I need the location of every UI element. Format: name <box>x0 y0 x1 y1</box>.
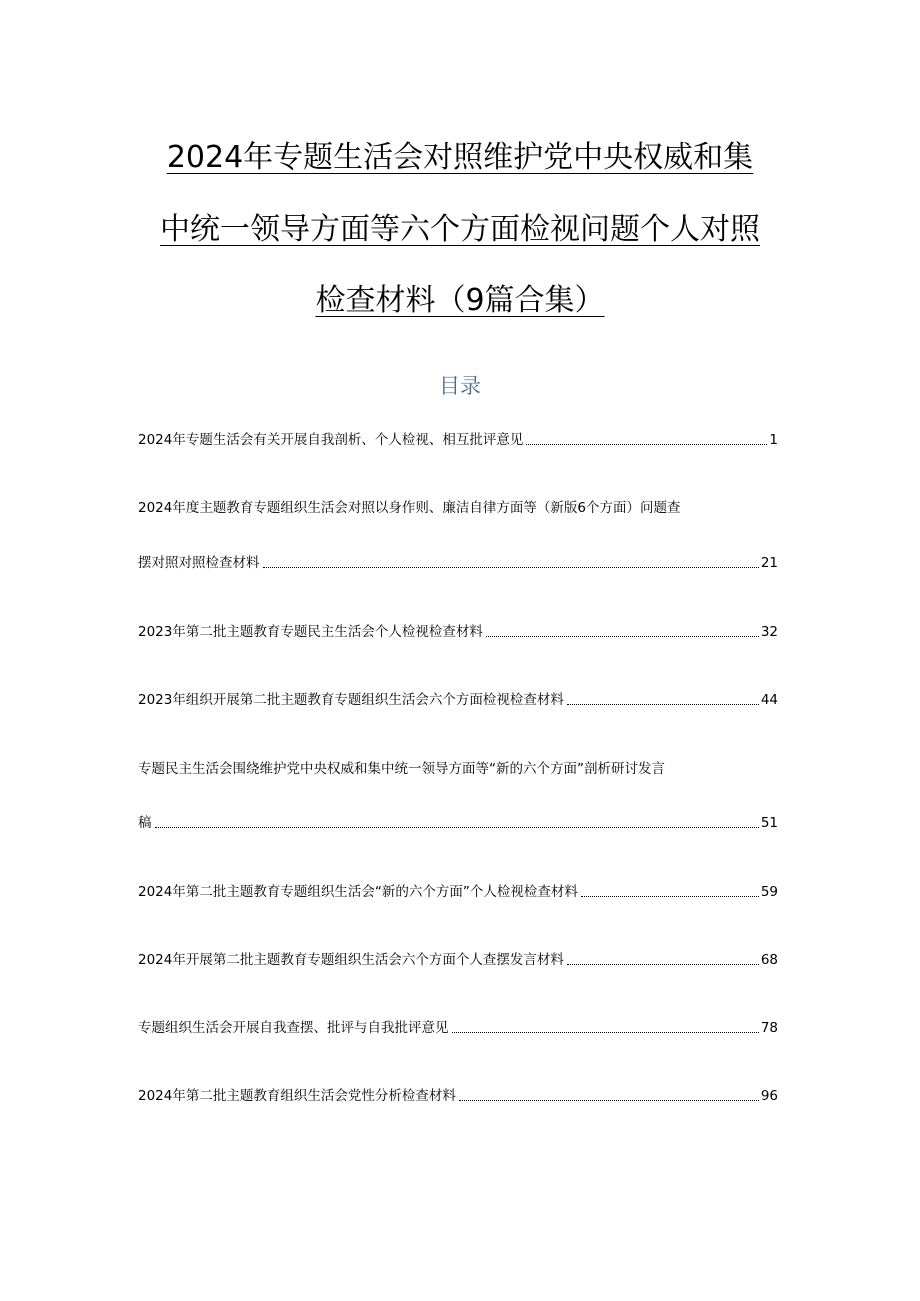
toc-entry-1[interactable] <box>138 430 778 450</box>
toc-entry-page: 78 <box>760 1020 778 1036</box>
toc-entry-page: 1 <box>769 432 778 448</box>
toc-entry-title: 摆对照对照检查材料 <box>138 555 260 571</box>
toc-entry-2[interactable] <box>138 553 778 573</box>
toc-entry-2-line-1[interactable]: 2024年度主题教育专题组织生活会对照以身作则、廉洁自律方面等（新版6个方面）问题查 <box>138 500 681 516</box>
toc-entry-4[interactable] <box>138 690 778 710</box>
toc-entry-7[interactable] <box>138 950 778 970</box>
toc-leader-dots <box>581 896 759 897</box>
toc-entry-page: 32 <box>760 624 778 640</box>
toc-entry-8[interactable] <box>138 1018 778 1038</box>
toc-entry-page: 68 <box>760 952 778 968</box>
toc-entry-page: 59 <box>760 884 778 900</box>
toc-entry-3[interactable] <box>138 622 778 642</box>
toc-leader-dots <box>263 567 759 568</box>
title-line-3: 检查材料（9篇合集） <box>315 283 605 318</box>
toc-entry-title: 专题组织生活会开展自我查摆、批评与自我批评意见 <box>138 1020 449 1036</box>
toc-entry-page: 96 <box>760 1088 778 1104</box>
toc-entry-9[interactable] <box>138 1086 778 1106</box>
toc-entry-title: 2023年组织开展第二批主题教育专题组织生活会六个方面检视检查材料 <box>138 692 564 708</box>
toc-entry-page: 44 <box>760 692 778 708</box>
title-line-1: 2024年专题生活会对照维护党中央权威和集 <box>166 140 754 175</box>
toc-entry-page: 21 <box>760 555 778 571</box>
toc-entry-page: 51 <box>760 815 778 831</box>
toc-entry-5-line-1[interactable]: 专题民主生活会围绕维护党中央权威和集中统一领导方面等“新的六个方面”剖析研讨发言 <box>138 761 665 777</box>
toc-entry-title: 2024年专题生活会有关开展自我剖析、个人检视、相互批评意见 <box>138 432 524 448</box>
title-line-2: 中统一领导方面等六个方面检视问题个人对照 <box>160 212 760 247</box>
toc-entry-title: 2024年第二批主题教育专题组织生活会“新的六个方面”个人检视检查材料 <box>138 884 578 900</box>
toc-leader-dots <box>155 827 759 828</box>
toc-leader-dots <box>459 1100 759 1101</box>
toc-leader-dots <box>526 444 767 445</box>
toc-entry-5[interactable] <box>138 813 778 833</box>
toc-leader-dots <box>567 964 759 965</box>
toc-entry-title: 2024年第二批主题教育组织生活会党性分析检查材料 <box>138 1088 456 1104</box>
toc-leader-dots <box>567 704 759 705</box>
toc-entry-title: 稿 <box>138 815 152 831</box>
toc-leader-dots <box>452 1032 759 1033</box>
toc-entry-title: 2024年开展第二批主题教育专题组织生活会六个方面个人查摆发言材料 <box>138 952 564 968</box>
toc-heading: 目录 <box>439 374 481 398</box>
toc-leader-dots <box>486 636 759 637</box>
toc-entry-6[interactable] <box>138 882 778 902</box>
toc-entry-title: 2023年第二批主题教育专题民主生活会个人检视检查材料 <box>138 624 483 640</box>
